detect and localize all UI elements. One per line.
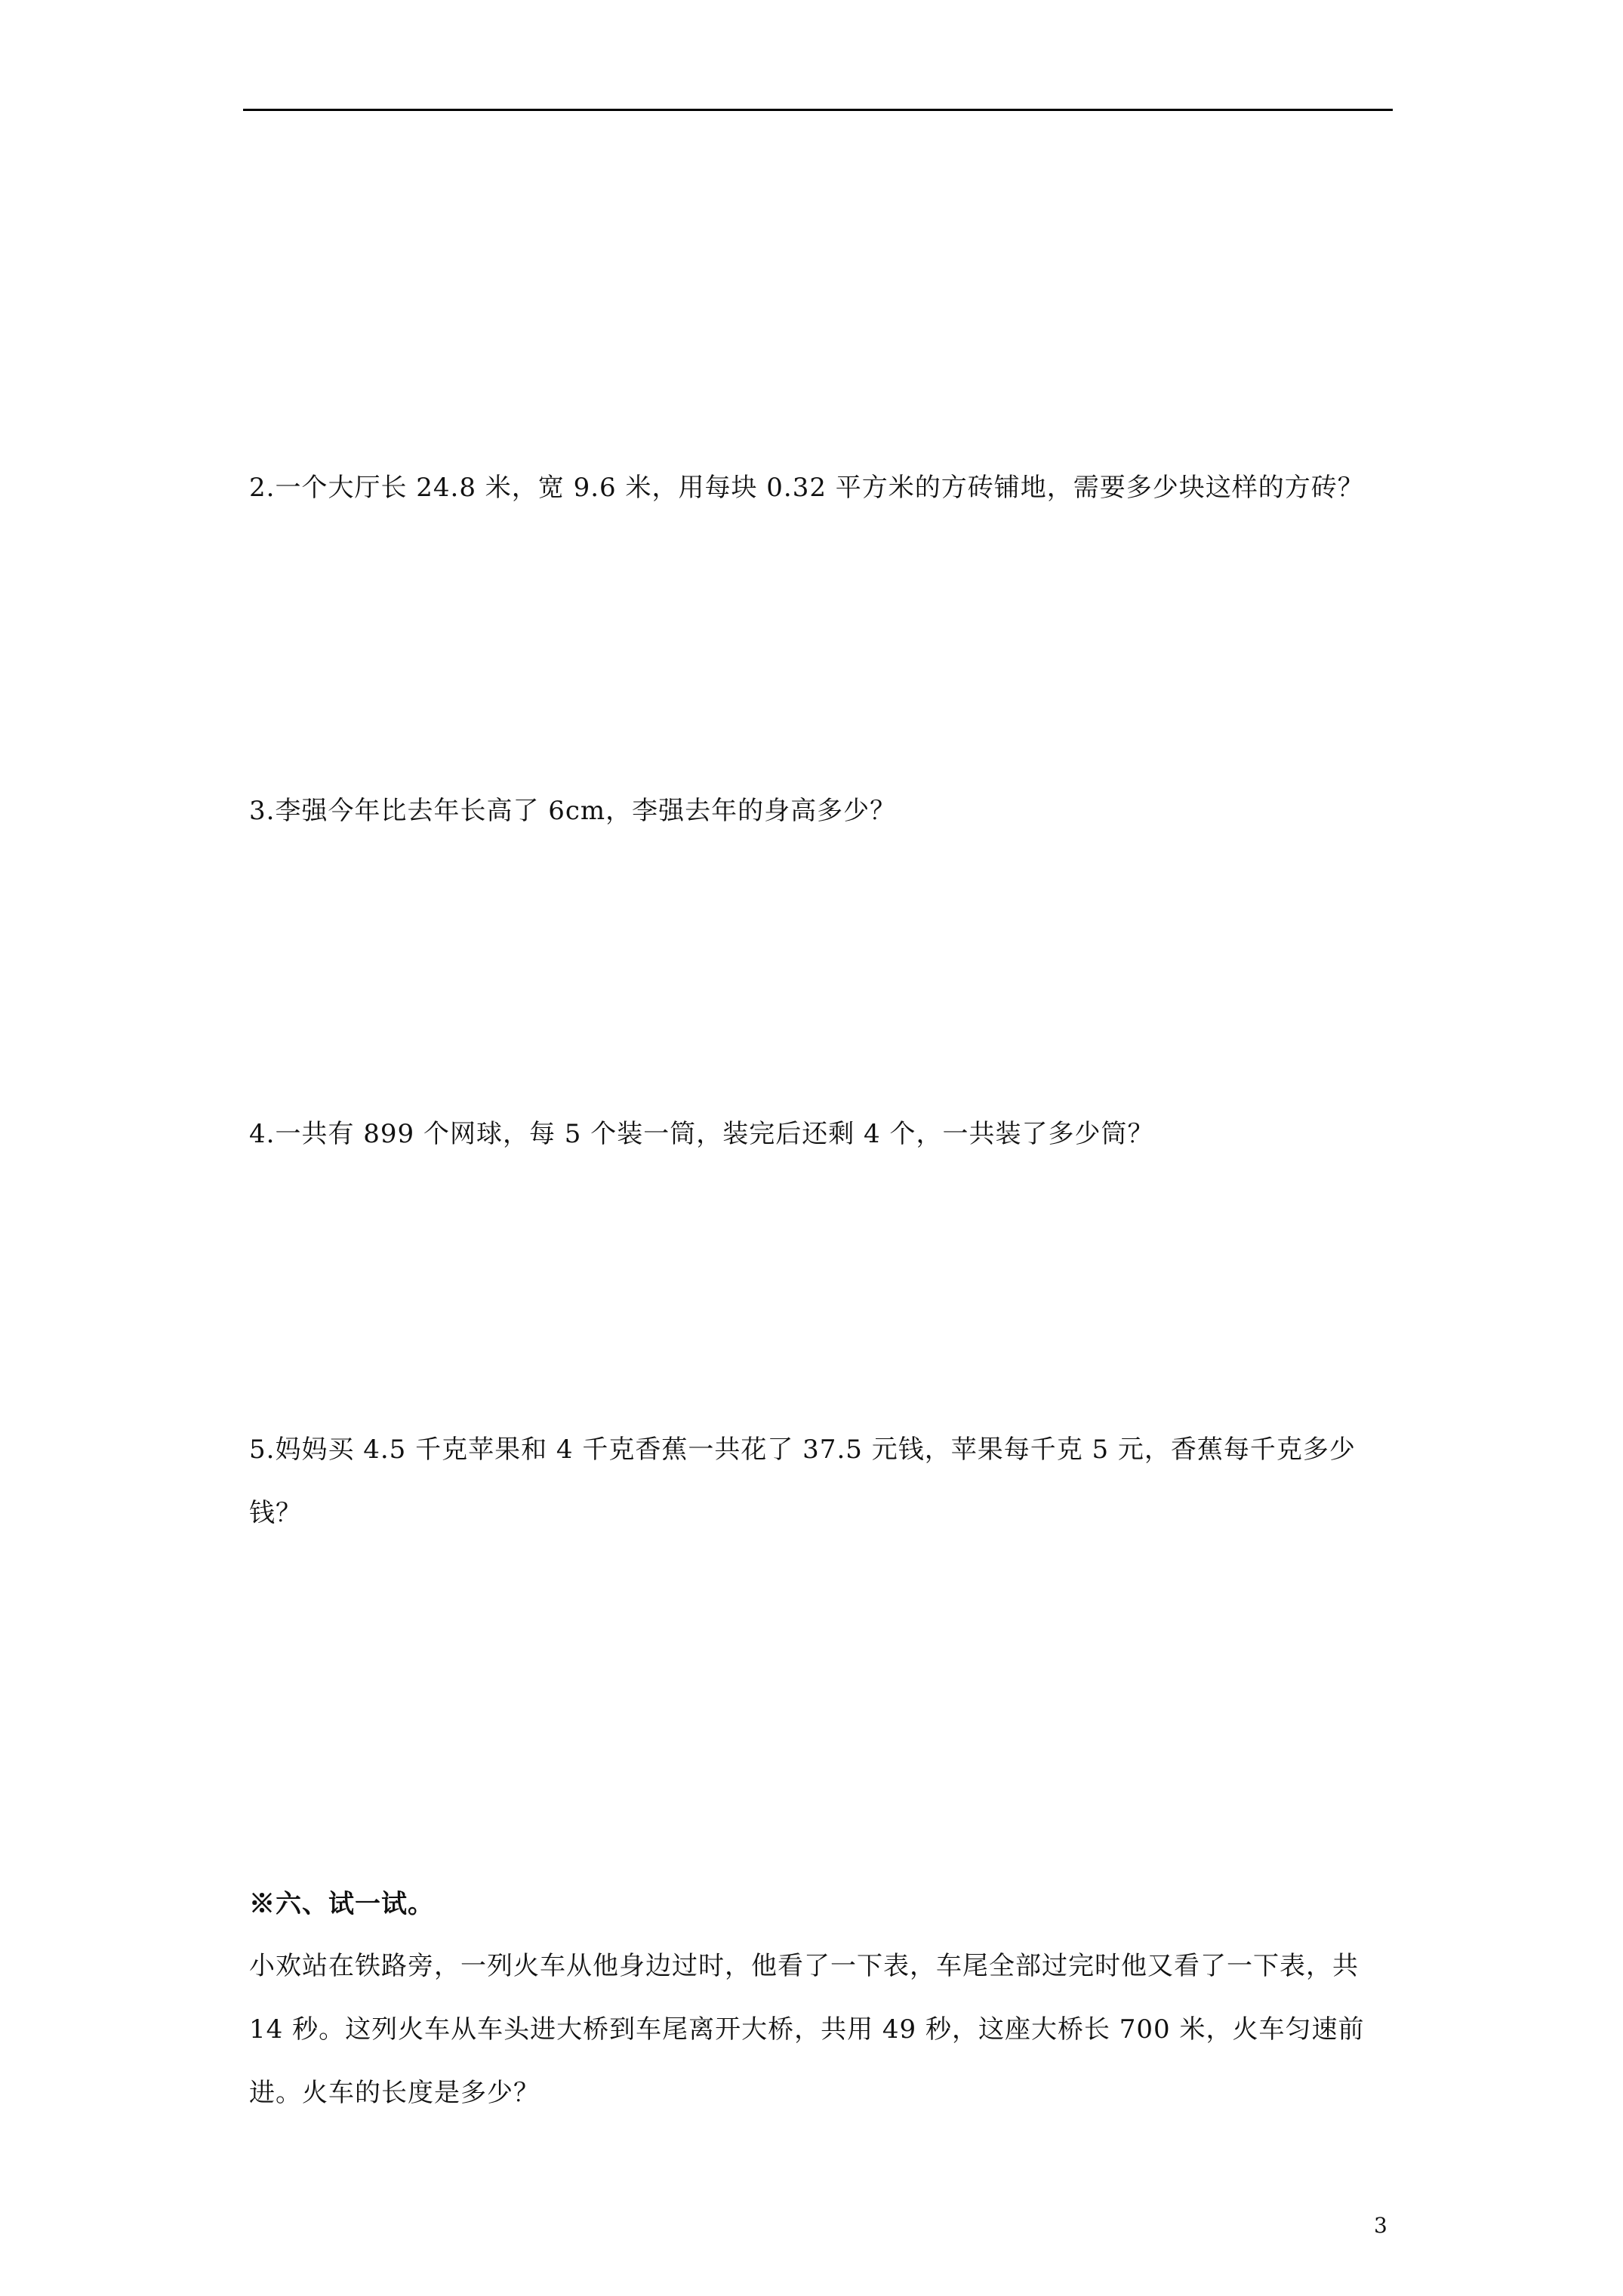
page-number: 3 bbox=[1374, 2213, 1387, 2238]
question-3: 3.李强今年比去年长高了 6cm，李强去年的身高多少？ bbox=[249, 796, 897, 826]
section-body: 小欢站在铁路旁，一列火车从他身边过时，他看了一下表，车尾全部过完时他又看了一下表，共 14 秒。这列火车从车头进大桥到车尾离开大桥，共用 49 秒，这座大桥长 700 米，火车匀速前进。火车的长度是多少？ bbox=[249, 1951, 1365, 2108]
header-rule bbox=[243, 109, 1393, 111]
question-2: 2.一个大厅长 24.8 米，宽 9.6 米，用每块 0.32 平方米的方砖铺地，需要多少块这样的方砖？ bbox=[249, 473, 1364, 503]
question-4: 4.一共有 899 个网球，每 5 个装一筒，装完后还剩 4 个，一共装了多少筒？ bbox=[249, 1119, 1154, 1149]
section-title: ※六、试一试。 bbox=[249, 1889, 434, 1919]
question-5: 5.妈妈买 4.5 千克苹果和 4 千克香蕉一共花了 37.5 元钱，苹果每千克 5 元，香蕉每千克多少钱？ bbox=[249, 1435, 1356, 1528]
